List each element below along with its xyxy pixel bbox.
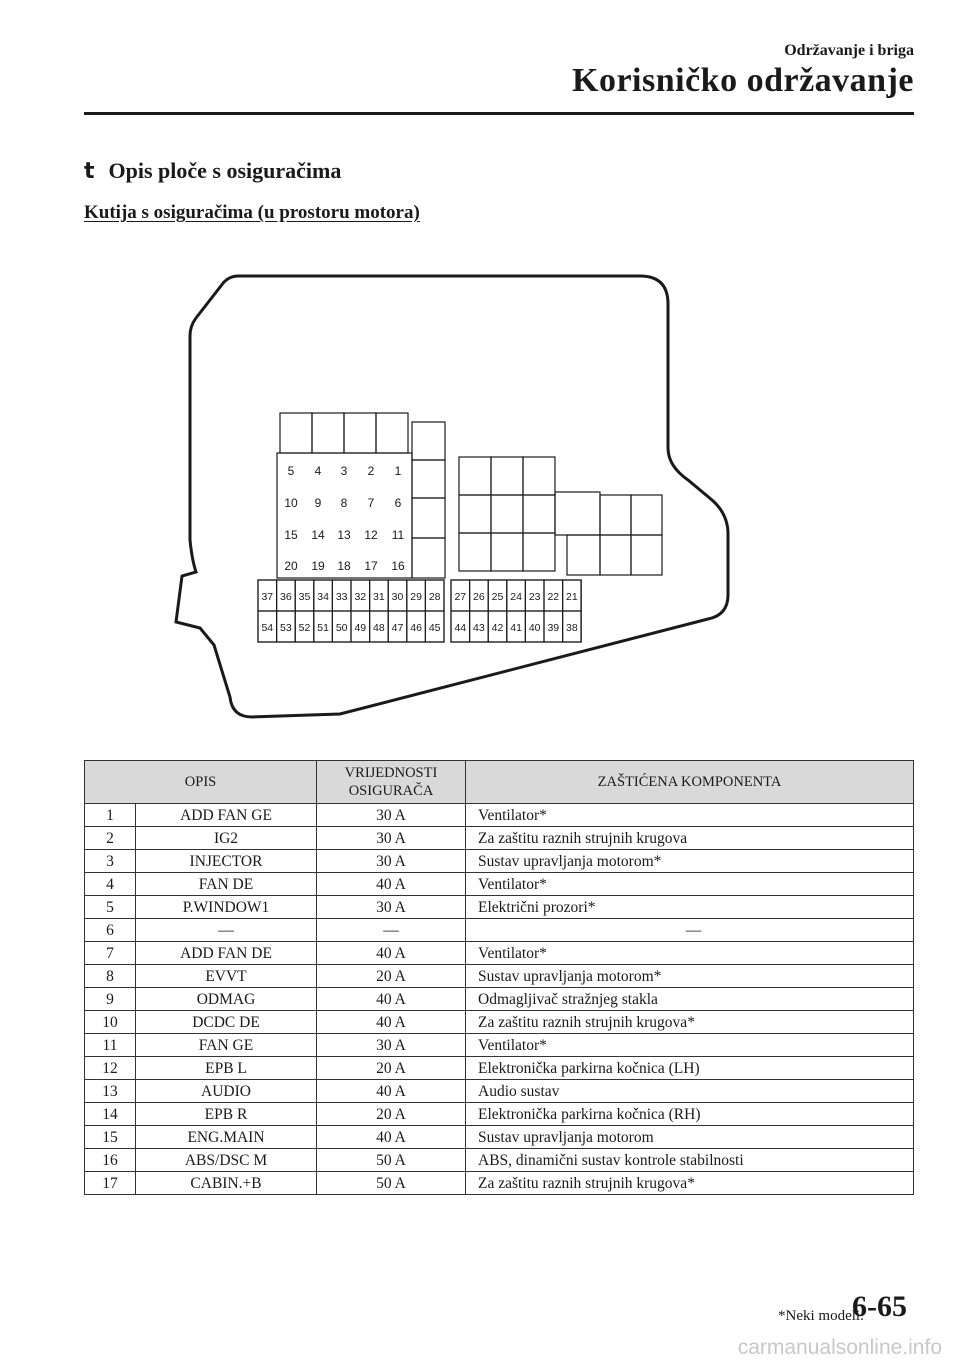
- fuse-slot-label: 14: [311, 528, 325, 542]
- fuse-slot-label: 43: [473, 622, 485, 634]
- fuse-slot-label: 41: [510, 622, 522, 634]
- fuse-name: EPB L: [136, 1057, 317, 1080]
- fuse-rating: 30 A: [317, 850, 466, 873]
- fuse-name: —: [136, 919, 317, 942]
- fuse-number: 15: [85, 1126, 136, 1149]
- table-row: [85, 1103, 914, 1126]
- fuse-rating: 30 A: [317, 1034, 466, 1057]
- fuse-name: IG2: [136, 827, 317, 850]
- fuse-name: EVVT: [136, 965, 317, 988]
- fuse-number: 4: [85, 873, 136, 896]
- fuse-component: Za zaštitu raznih strujnih krugova*: [466, 1172, 914, 1195]
- fuse-slot-label: 17: [364, 559, 378, 573]
- fuse-component: Ventilator*: [466, 1034, 914, 1057]
- fuse-slot-label: 10: [284, 496, 298, 510]
- table-row: [85, 942, 914, 965]
- table-row: [85, 1057, 914, 1080]
- fuse-component: Odmagljivač stražnjeg stakla: [466, 988, 914, 1011]
- fuse-box-outline: [176, 276, 728, 717]
- fuse-slot-label: 3: [340, 464, 348, 478]
- fuse-number: 1: [85, 804, 136, 827]
- fuse-component: Sustav upravljanja motorom*: [466, 965, 914, 988]
- fuse-box-diagram: [0, 255, 960, 725]
- fuse-number: 6: [85, 919, 136, 942]
- fuse-component: Električni prozori*: [466, 896, 914, 919]
- table-row: [85, 804, 914, 827]
- fuse-name: P.WINDOW1: [136, 896, 317, 919]
- relay-slot: [312, 413, 344, 453]
- relay-slot: [491, 533, 523, 571]
- header-komponenta: ZAŠTIĆENA KOMPONENTA: [466, 761, 914, 804]
- fuse-component: Ventilator*: [466, 804, 914, 827]
- fuse-slot-label: 1: [394, 464, 402, 478]
- fuse-slot-label: 38: [566, 622, 578, 634]
- table-row: [85, 850, 914, 873]
- fuse-rating: 40 A: [317, 988, 466, 1011]
- fuse-rating: 50 A: [317, 1172, 466, 1195]
- relay-slot: [523, 457, 555, 495]
- fuse-slot-label: 32: [354, 591, 367, 603]
- fuse-slot-label: 11: [391, 528, 405, 542]
- fuse-slot-label: 27: [454, 591, 467, 603]
- fuse-rating: 40 A: [317, 1080, 466, 1103]
- relay-slot: [412, 538, 445, 578]
- fuse-slot-label: 46: [410, 622, 422, 634]
- fuse-slot-label: 19: [311, 559, 325, 573]
- fuse-slot-label: 31: [373, 591, 385, 603]
- fuse-slot-label: 33: [335, 591, 348, 603]
- table-row: [85, 965, 914, 988]
- relay-slot: [631, 535, 662, 575]
- fuse-slot-label: 52: [298, 622, 311, 634]
- fuse-slot-label: 24: [510, 591, 522, 603]
- fuse-number: 13: [85, 1080, 136, 1103]
- fuse-component: Ventilator*: [466, 873, 914, 896]
- table-header-row: [85, 761, 914, 804]
- fuse-component: Audio sustav: [466, 1080, 914, 1103]
- fuse-slot-label: 20: [284, 559, 298, 573]
- relay-slot: [412, 460, 445, 498]
- fuse-slot-label: 51: [317, 622, 329, 634]
- fuse-slot-label: 47: [391, 622, 404, 634]
- fuse-slot-label: 49: [354, 622, 367, 634]
- relay-slot: [280, 413, 312, 453]
- fuse-slot-label: 23: [528, 591, 541, 603]
- table-row: [85, 1126, 914, 1149]
- fuse-slot-label: 53: [280, 622, 292, 634]
- fuse-slot-label: 40: [528, 622, 541, 634]
- fuse-slot-label: 4: [314, 464, 322, 478]
- relay-slot: [412, 498, 445, 538]
- fuse-slot-label: 15: [284, 528, 298, 542]
- fuse-slot-label: 12: [364, 528, 378, 542]
- fuse-slot-label: 44: [454, 622, 467, 634]
- fuse-name: INJECTOR: [136, 850, 317, 873]
- fuse-component: Elektronička parkirna kočnica (LH): [466, 1057, 914, 1080]
- fuse-slot-label: 37: [261, 591, 274, 603]
- fuse-slot-label: 9: [314, 496, 322, 510]
- fuse-slot-label: 39: [547, 622, 560, 634]
- fuse-number: 11: [85, 1034, 136, 1057]
- fuse-name: EPB R: [136, 1103, 317, 1126]
- fuse-rating: —: [317, 919, 466, 942]
- fuse-number: 12: [85, 1057, 136, 1080]
- fuse-slot-label: 30: [391, 591, 404, 603]
- fuse-rating: 50 A: [317, 1149, 466, 1172]
- fuse-name: ENG.MAIN: [136, 1126, 317, 1149]
- relay-slot: [523, 533, 555, 571]
- fuse-rating: 40 A: [317, 1011, 466, 1034]
- fuse-rating: 20 A: [317, 1103, 466, 1126]
- fuse-name: ADD FAN DE: [136, 942, 317, 965]
- fuse-slot-label: 18: [337, 559, 351, 573]
- fuse-name: FAN GE: [136, 1034, 317, 1057]
- fuse-slot-label: 2: [367, 464, 375, 478]
- relay-slot: [344, 413, 376, 453]
- header-divider: [84, 112, 914, 115]
- fuse-number: 10: [85, 1011, 136, 1034]
- fuse-rating: 40 A: [317, 942, 466, 965]
- fuse-slot-label: 22: [547, 591, 560, 603]
- chapter-subtitle: Održavanje i briga: [784, 42, 914, 59]
- table-row: [85, 1149, 914, 1172]
- watermark: carmanualsonline.info: [737, 1336, 942, 1359]
- relay-slot: [567, 535, 600, 575]
- fuse-slot-label: 54: [261, 622, 274, 634]
- table-row: [85, 873, 914, 896]
- fuse-slot-label: 26: [473, 591, 485, 603]
- fuse-slot-label: 34: [317, 591, 329, 603]
- header-opis: OPIS: [85, 761, 317, 804]
- fuse-name: ABS/DSC M: [136, 1149, 317, 1172]
- table-row: [85, 1034, 914, 1057]
- fuse-name: ODMAG: [136, 988, 317, 1011]
- table-row: [85, 1080, 914, 1103]
- relay-slot: [600, 495, 631, 535]
- fuse-slot-label: 21: [566, 591, 578, 603]
- table-row: [85, 1172, 914, 1195]
- fuse-name: CABIN.+B: [136, 1172, 317, 1195]
- fuse-component: ABS, dinamični sustav kontrole stabilnosti: [466, 1149, 914, 1172]
- fuse-number: 8: [85, 965, 136, 988]
- fuse-slot-label: 5: [287, 464, 295, 478]
- fuse-number: 3: [85, 850, 136, 873]
- fuse-table-body: [85, 804, 914, 1195]
- fuse-name: DCDC DE: [136, 1011, 317, 1034]
- fuse-rating: 40 A: [317, 1126, 466, 1149]
- fuse-name: AUDIO: [136, 1080, 317, 1103]
- fuse-slot-label: 7: [367, 496, 375, 510]
- fuse-number: 14: [85, 1103, 136, 1126]
- relay-slot: [555, 492, 600, 535]
- table-row: [85, 1011, 914, 1034]
- relay-slot: [491, 495, 523, 533]
- fuse-slot-label: 50: [335, 622, 348, 634]
- fuse-number: 2: [85, 827, 136, 850]
- fuse-number: 7: [85, 942, 136, 965]
- relay-slot: [631, 495, 662, 535]
- relay-slot: [376, 413, 408, 453]
- relay-slot: [600, 535, 631, 575]
- page-number: 6-65: [852, 1290, 907, 1323]
- section-heading: [84, 158, 341, 184]
- fuse-slot-label: 8: [340, 496, 348, 510]
- fuse-slot-label: 13: [337, 528, 351, 542]
- relay-slot: [459, 533, 491, 571]
- relay-slot: [412, 422, 445, 460]
- fuse-slot-label: 42: [491, 622, 504, 634]
- fuse-component: Sustav upravljanja motorom: [466, 1126, 914, 1149]
- fuse-component: Elektronička parkirna kočnica (RH): [466, 1103, 914, 1126]
- fuse-name: ADD FAN GE: [136, 804, 317, 827]
- fuse-number: 9: [85, 988, 136, 1011]
- fuse-slot-label: 48: [373, 622, 385, 634]
- fuse-number: 16: [85, 1149, 136, 1172]
- fuse-number: 5: [85, 896, 136, 919]
- fuse-component: Ventilator*: [466, 942, 914, 965]
- fuse-slot-label: 29: [410, 591, 422, 603]
- footnote: *Neki modeli.: [778, 1308, 864, 1324]
- fuse-rating: 30 A: [317, 804, 466, 827]
- chapter-title: Korisničko održavanje: [572, 62, 914, 99]
- relay-slot: [523, 495, 555, 533]
- fuse-slot-label: 35: [298, 591, 311, 603]
- header-vrijednosti: VRIJEDNOSTI OSIGURAČA: [317, 761, 466, 804]
- table-row: [85, 919, 914, 942]
- table-row: [85, 896, 914, 919]
- fuse-slot-label: 45: [428, 622, 441, 634]
- fuse-rating: 20 A: [317, 1057, 466, 1080]
- fuse-component: Za zaštitu raznih strujnih krugova*: [466, 1011, 914, 1034]
- table-row: [85, 988, 914, 1011]
- fuse-number: 17: [85, 1172, 136, 1195]
- fuse-rating: 40 A: [317, 873, 466, 896]
- table-row: [85, 827, 914, 850]
- fuse-table: [84, 760, 914, 1195]
- fuse-rating: 30 A: [317, 896, 466, 919]
- section-heading-text: Opis ploče s osiguračima: [108, 158, 342, 183]
- fuse-slot-label: 25: [491, 591, 504, 603]
- fuse-slot-label: 36: [280, 591, 292, 603]
- fuse-slot-label: 28: [428, 591, 441, 603]
- relay-slot: [459, 457, 491, 495]
- subsection-heading: Kutija s osiguračima (u prostoru motora): [84, 202, 420, 223]
- fuse-rating: 20 A: [317, 965, 466, 988]
- fuse-name: FAN DE: [136, 873, 317, 896]
- fuse-component: —: [466, 919, 914, 942]
- relay-slot: [459, 495, 491, 533]
- fuse-rating: 30 A: [317, 827, 466, 850]
- section-bullet: t: [84, 159, 95, 184]
- relay-slot: [491, 457, 523, 495]
- fuse-component: Za zaštitu raznih strujnih krugova: [466, 827, 914, 850]
- fuse-component: Sustav upravljanja motorom*: [466, 850, 914, 873]
- fuse-slot-label: 6: [394, 496, 402, 510]
- fuse-slot-label: 16: [391, 559, 405, 573]
